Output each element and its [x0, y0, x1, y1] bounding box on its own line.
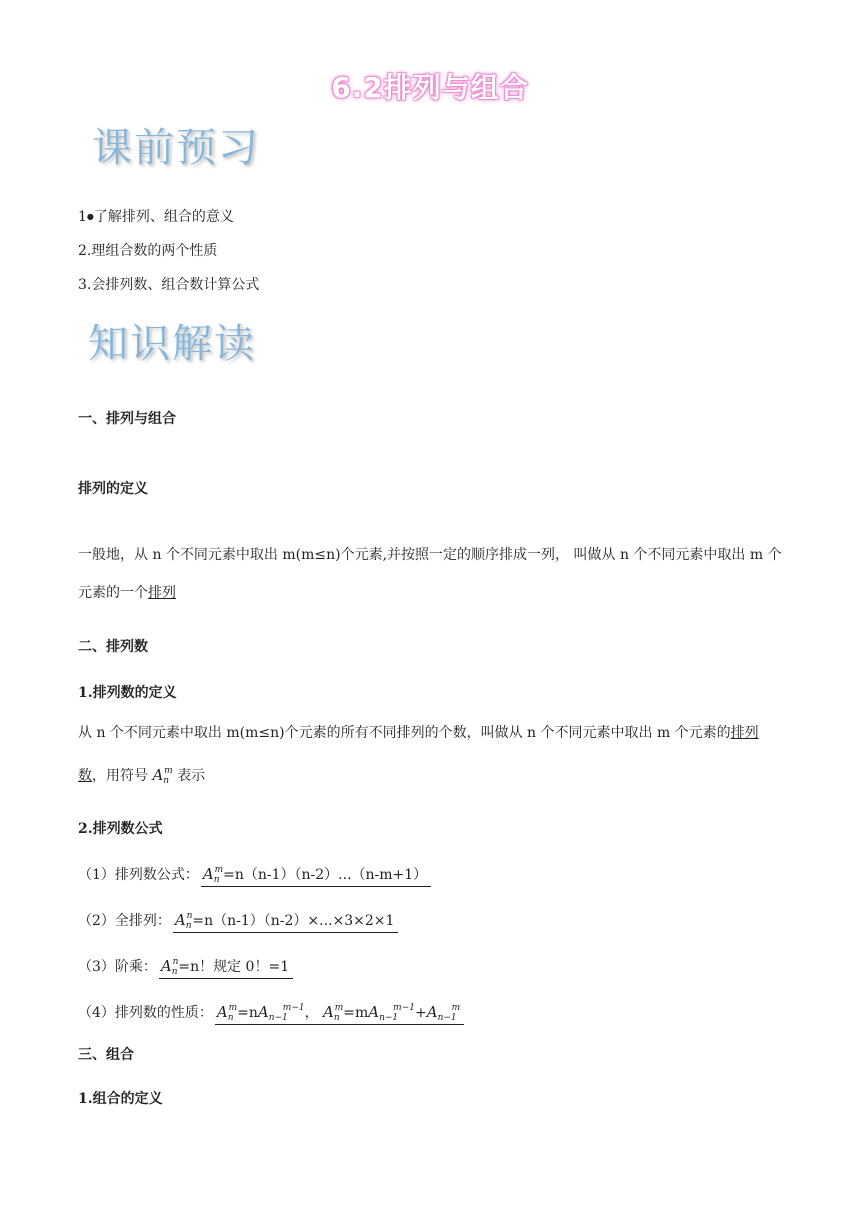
- formula-row-2: [78, 910, 398, 933]
- goal-item-1: [78, 206, 234, 226]
- perm-def-paragraph: [78, 536, 784, 612]
- banner-knowledge: 知识解读: [88, 321, 256, 367]
- formula-expression: $A_n^m=n(n-1)(n-2)...(n-m+1)$: [201, 864, 431, 887]
- subheading-comb-def: 1.组合的定义: [78, 1091, 163, 1107]
- goal-number: 2.: [78, 243, 92, 259]
- subheading-pn-def: 1.排列数的定义: [78, 685, 177, 701]
- symbol-A: $A_n^m$: [152, 766, 173, 786]
- bullet-dot-icon: ●: [86, 212, 94, 221]
- pn-def-tail-2: 表示: [177, 768, 206, 784]
- formula-label: （2）全排列：: [78, 913, 171, 929]
- section-heading-1: 一、排列与组合: [78, 411, 176, 427]
- goal-number: 1: [78, 209, 87, 225]
- formula-label: （4）排列数的性质：: [78, 1005, 213, 1021]
- goal-text: 会排列数、组合数计算公式: [91, 277, 260, 293]
- page-title: 6.2排列与组合: [331, 71, 529, 104]
- goal-item-3: [78, 274, 259, 294]
- pn-def-paragraph: [78, 714, 784, 800]
- goal-number: 3.: [78, 277, 92, 293]
- formula-expression: $A_n^n=n$！规定 0！=1: [159, 956, 293, 979]
- pn-def-text: 从 n 个不同元素中取出 m(m≤n)个元素的所有不同排列的个数，叫做从 n 个不同元素中取出 m 个元素的: [78, 725, 731, 741]
- formula-expression: $A_n^m=nA_{n-1}^{m-1}$， $A_n^m=mA_{n-1}^{m-1}+A_{n-1}^m$: [215, 1002, 464, 1025]
- formula-row-3: [78, 956, 293, 979]
- goal-text: 理组合数的两个性质: [91, 243, 218, 259]
- formula-expression: $A_n^n=n(n-1)(n-2)\times...\times 3\times 2\times 1$: [173, 910, 399, 933]
- formula-row-1: [78, 864, 431, 887]
- section-heading-2: 二、排列数: [78, 639, 148, 655]
- pn-def-tail: ，用符号: [92, 768, 148, 784]
- subheading-pn-formula: 2.排列数公式: [78, 821, 163, 837]
- banner-preview: 课前预习: [92, 125, 260, 171]
- formula-label: （3）阶乘：: [78, 959, 157, 975]
- section-heading-3: 三、组合: [78, 1047, 134, 1063]
- goal-item-2: [78, 240, 217, 260]
- subheading-perm-def: 排列的定义: [78, 481, 148, 497]
- formula-row-4: [78, 1002, 464, 1025]
- goal-text: 了解排列、组合的意义: [93, 209, 234, 225]
- formula-label: （1）排列数公式：: [78, 867, 199, 883]
- pn-term: 排列数: [78, 725, 759, 784]
- perm-term: 排列: [148, 585, 176, 601]
- perm-def-text: 一般地，从 n 个不同元素中取出 m(m≤n)个元素,并按照一定的顺序排成一列， 叫做从 n 个不同元素中取出 m 个元素的一个: [78, 547, 782, 601]
